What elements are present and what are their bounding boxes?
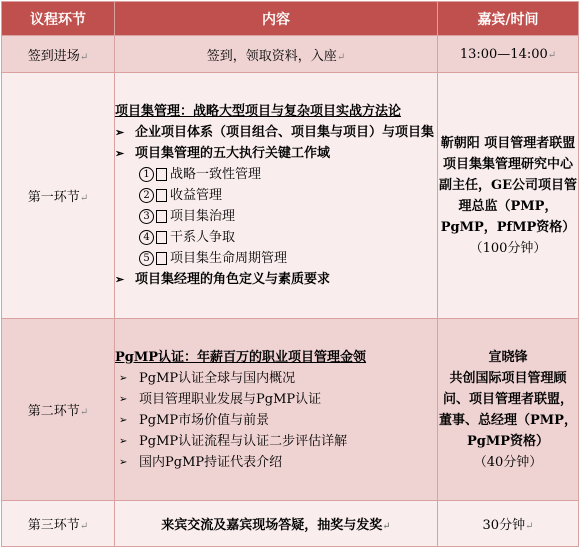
content-title: PgMP认证：年薪百万的职业项目管理金领 xyxy=(115,349,367,365)
return-mark-icon: ↵ xyxy=(79,51,89,63)
return-mark-icon: ↵ xyxy=(79,193,89,204)
return-mark-icon: ↵ xyxy=(336,51,346,63)
list-item xyxy=(115,410,437,431)
list-item xyxy=(115,269,437,290)
arrow-bullet-icon: ➢ xyxy=(119,414,128,426)
circled-number: 4 xyxy=(139,230,154,245)
list-item xyxy=(115,431,437,452)
list-item-text: 企业项目体系（项目组合、项目集与项目）与项目集 xyxy=(135,125,435,140)
session-label: 第三环节 xyxy=(27,518,80,533)
arrow-bullet-icon: ➢ xyxy=(115,126,125,139)
circled-number: 2 xyxy=(139,188,154,203)
speaker-cell xyxy=(438,73,579,319)
arrow-bullet-icon: ➢ xyxy=(119,372,128,384)
speaker-name: 宣晓锋 xyxy=(488,349,528,365)
table-row-session-2 xyxy=(2,319,579,501)
arrow-bullet-icon: ➢ xyxy=(115,147,125,160)
sub-item-text: 项目集生命周期管理 xyxy=(170,251,288,266)
arrow-bullet-icon: ➢ xyxy=(119,393,128,405)
agenda-table xyxy=(1,1,579,547)
table-row-session-1 xyxy=(2,73,579,319)
session-label: 第二环节 xyxy=(27,404,80,419)
sub-item-text: 干系人争取 xyxy=(170,230,236,245)
session-label: 第一环节 xyxy=(27,190,80,205)
list-item-text: 国内PgMP持证代表介绍 xyxy=(139,454,283,470)
content-text: 签到，领取资料，入座 xyxy=(206,48,337,64)
return-mark-icon: ↵ xyxy=(525,521,534,532)
return-mark-icon: ↵ xyxy=(547,49,557,61)
header-speaker-time: 嘉宾/时间 xyxy=(438,2,579,36)
list-item-text: 项目管理职业发展与PgMP认证 xyxy=(139,391,322,407)
list-item-text: PgMP认证全球与国内概况 xyxy=(139,370,296,386)
sub-item-text: 战略一致性管理 xyxy=(170,167,262,182)
circled-number: 5 xyxy=(139,251,154,266)
content-cell xyxy=(115,501,438,547)
sub-item xyxy=(115,227,437,248)
session-cell xyxy=(2,36,115,73)
box-icon xyxy=(156,252,167,265)
sub-item xyxy=(115,185,437,206)
speaker-cell xyxy=(438,319,579,501)
box-icon xyxy=(156,210,167,223)
arrow-bullet-icon: ➢ xyxy=(119,435,128,447)
return-mark-icon: ↵ xyxy=(79,521,89,532)
session-cell xyxy=(2,319,115,501)
content-cell xyxy=(115,73,438,319)
list-item xyxy=(115,389,437,410)
header-row xyxy=(2,2,579,36)
list-item xyxy=(115,452,437,473)
speaker-info: 共创国际项目管理顾问、项目管理者联盟，董事、总经理（PMP，PgMP资格） xyxy=(439,370,577,449)
time-text: 30分钟 xyxy=(482,518,526,533)
box-icon xyxy=(156,168,167,181)
box-icon xyxy=(156,189,167,202)
session-label: 签到进场 xyxy=(27,48,80,64)
content-cell xyxy=(115,319,438,501)
sub-item xyxy=(115,248,437,269)
list-item-text: 项目集经理的角色定义与素质要求 xyxy=(135,272,331,287)
return-mark-icon: ↵ xyxy=(79,407,89,418)
sub-item xyxy=(115,164,437,185)
arrow-bullet-icon: ➢ xyxy=(115,273,125,286)
header-content: 内容 xyxy=(115,2,438,36)
table-row-checkin xyxy=(2,36,579,73)
list-item xyxy=(115,143,437,164)
content-title: 项目集管理：战略大型项目与复杂项目实战方法论 xyxy=(115,104,402,119)
list-item-text: PgMP认证流程与认证二步评估详解 xyxy=(139,433,348,449)
sub-item-text: 收益管理 xyxy=(170,188,223,203)
list-item xyxy=(115,122,437,143)
list-item-text: 项目集管理的五大执行关键工作域 xyxy=(135,146,331,161)
circled-number: 1 xyxy=(139,167,154,182)
content-cell xyxy=(115,36,438,73)
time-cell xyxy=(438,36,579,73)
box-icon xyxy=(156,231,167,244)
speaker-info: 靳朝阳 项目管理者联盟项目集集管理研究中心副主任，GE公司项目管理总监（PMP，PgMP，PfMP资格） xyxy=(438,135,577,235)
header-session: 议程环节 xyxy=(2,2,115,36)
table-row-session-3 xyxy=(2,501,579,547)
content-text: 来宾交流及嘉宾现场答疑，抽奖与发奖 xyxy=(161,518,383,533)
list-item-text: PgMP市场价值与前景 xyxy=(139,412,270,428)
list-item xyxy=(115,368,437,389)
time-text: 13:00—14:00 xyxy=(459,46,548,62)
duration-text: （40分钟） xyxy=(473,454,543,470)
duration-text: （100分钟） xyxy=(469,240,547,256)
session-cell xyxy=(2,73,115,319)
arrow-bullet-icon: ➢ xyxy=(119,456,128,468)
time-cell xyxy=(438,501,579,547)
circled-number: 3 xyxy=(139,209,154,224)
sub-item-text: 项目集治理 xyxy=(170,209,236,224)
session-cell xyxy=(2,501,115,547)
sub-item xyxy=(115,206,437,227)
return-mark-icon: ↵ xyxy=(382,521,391,532)
